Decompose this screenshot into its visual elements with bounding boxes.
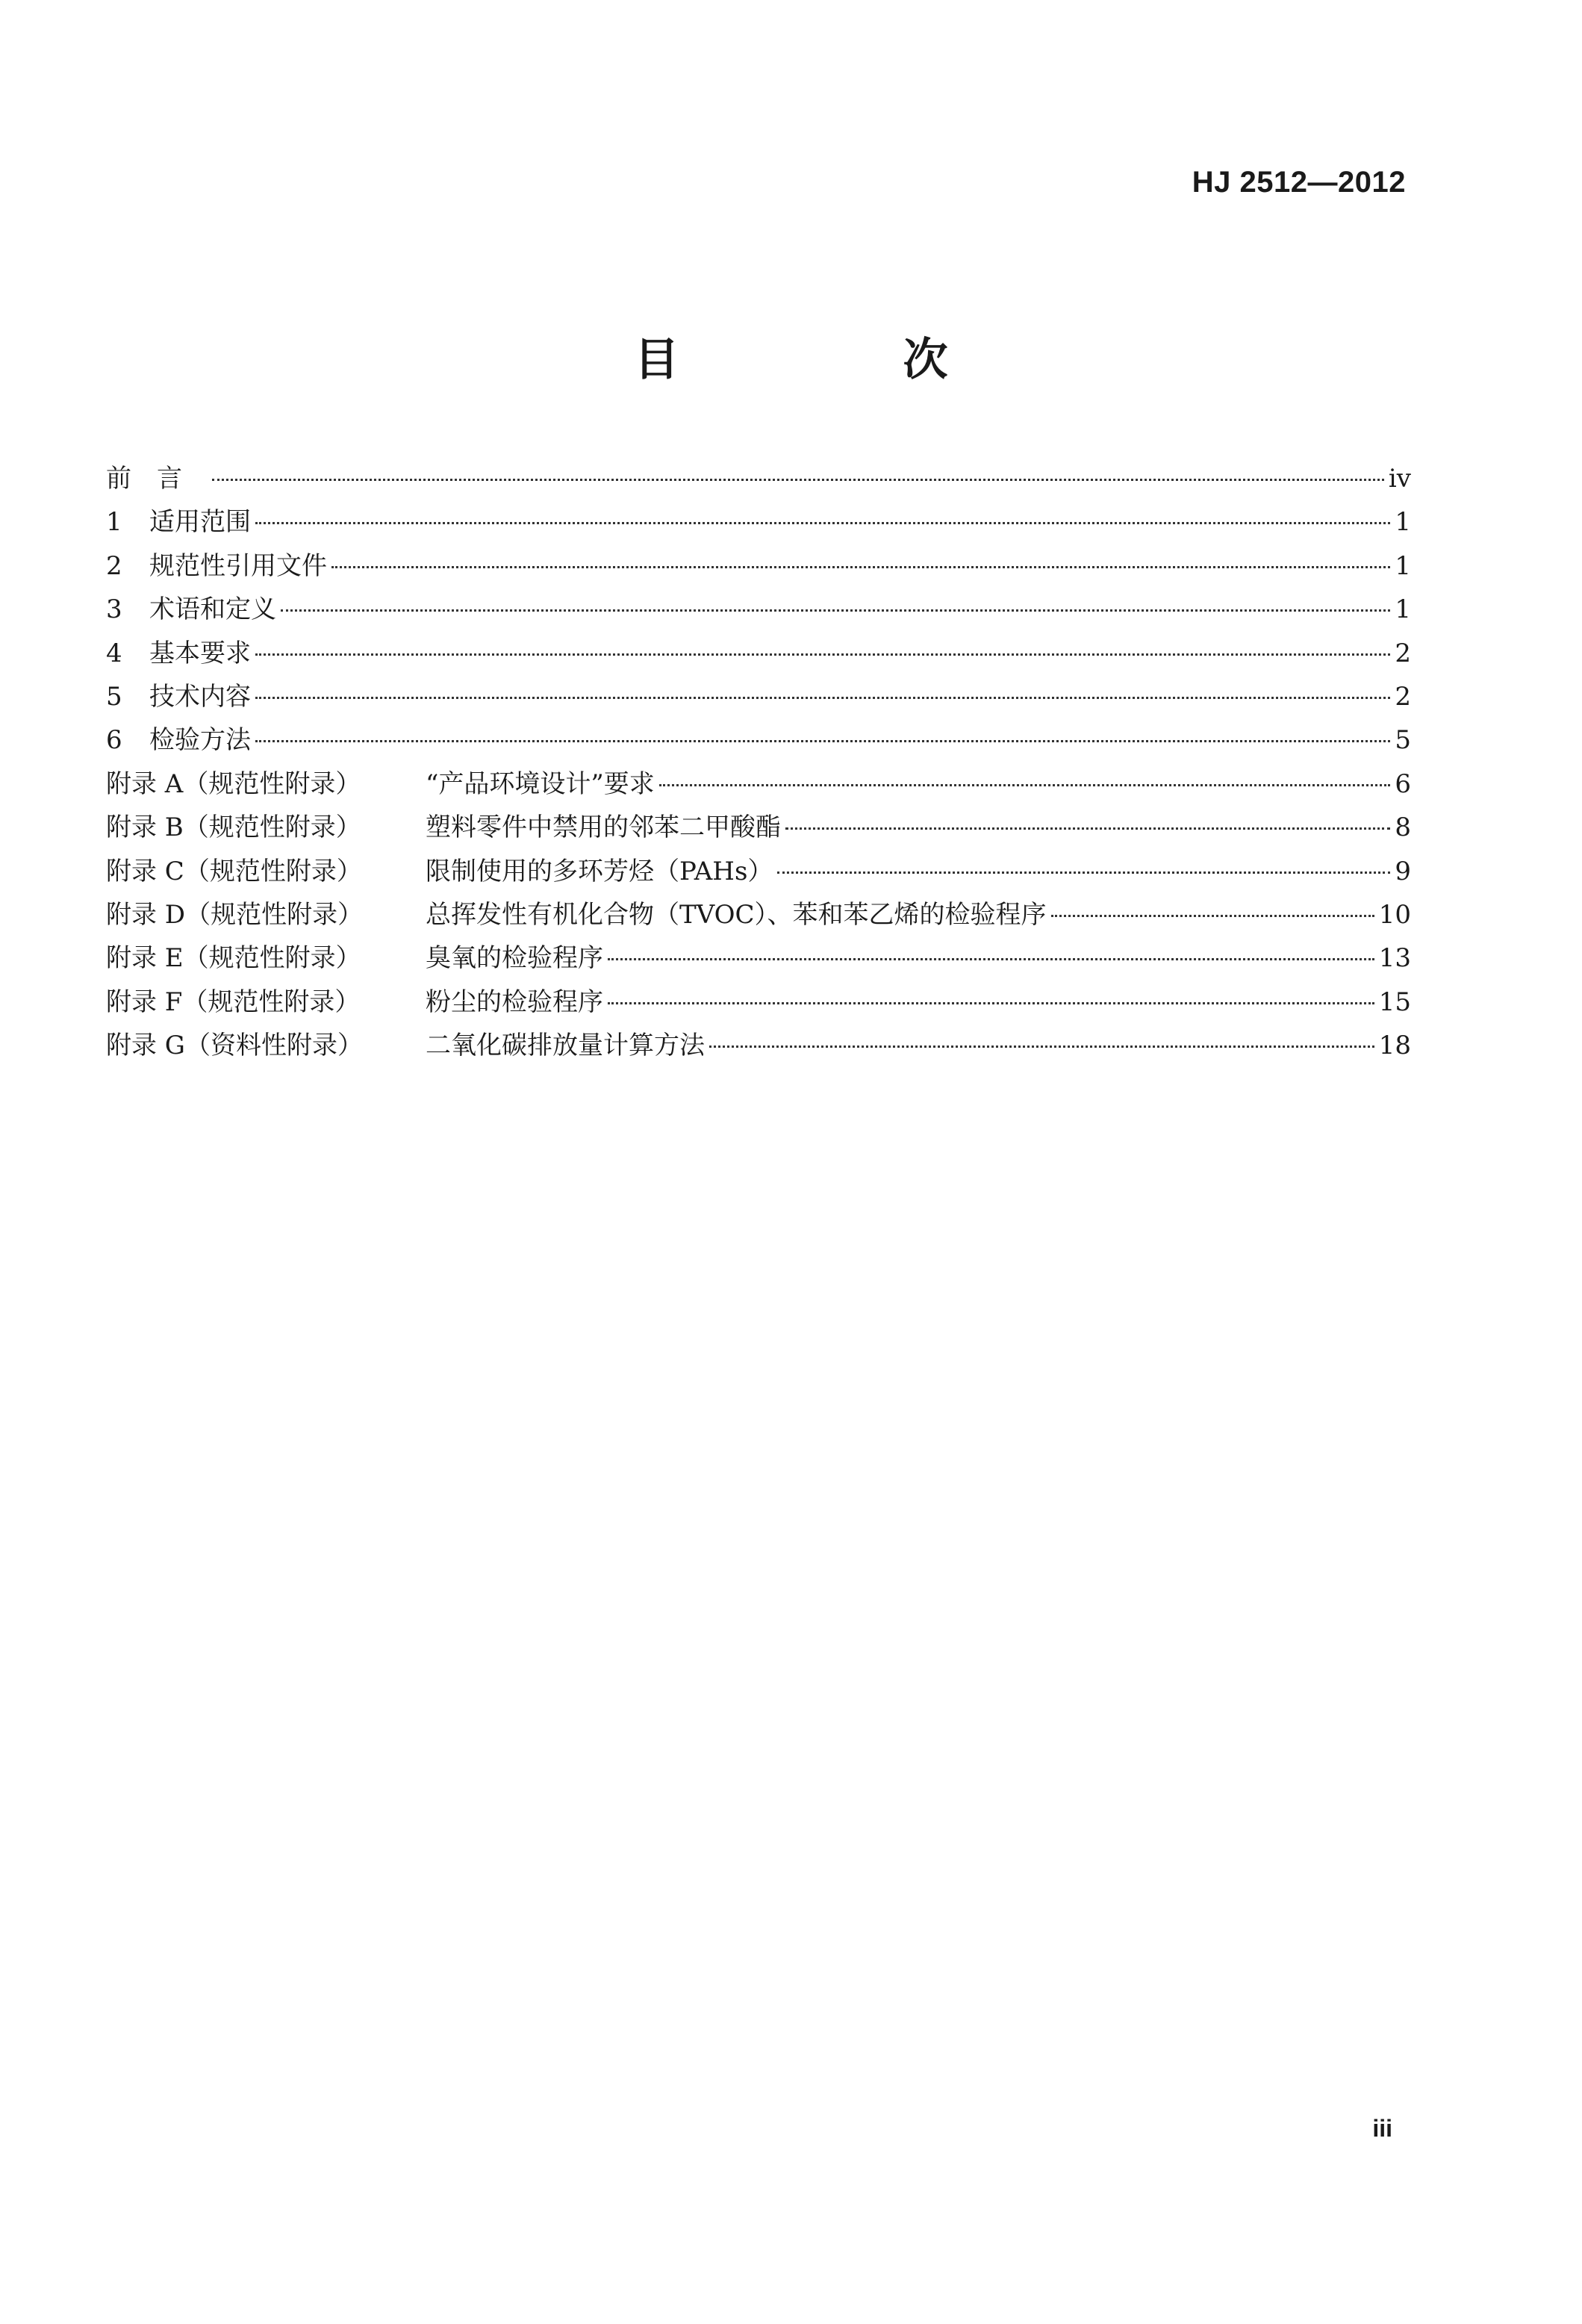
- toc-entry-page: 6: [1395, 768, 1411, 799]
- toc-entry-5[interactable]: [106, 675, 1411, 718]
- toc-entry-page: 1: [1395, 550, 1411, 581]
- toc-list: [106, 457, 1411, 1067]
- toc-entry-label: 规范性引用文件: [149, 550, 327, 581]
- toc-entry-6[interactable]: [106, 718, 1411, 762]
- toc-entry-annex-b[interactable]: [106, 806, 1411, 849]
- toc-entry-1[interactable]: [106, 500, 1411, 544]
- toc-entry-label: 总挥发性有机化合物（TVOC）、苯和苯乙烯的检验程序: [426, 899, 1047, 930]
- toc-entry-annex: 附录 F（规范性附录）: [106, 987, 361, 1017]
- toc-entry-annex: 附录 G（资料性附录）: [106, 1031, 363, 1061]
- toc-entry-2[interactable]: [106, 544, 1411, 588]
- toc-entry-annex-e[interactable]: [106, 936, 1411, 980]
- toc-entry-page: 8: [1395, 813, 1411, 843]
- toc-entry-page: 13: [1378, 943, 1411, 974]
- toc-entry-annex-a[interactable]: [106, 762, 1411, 806]
- toc-entry-label: 适用范围: [149, 507, 251, 538]
- dot-leader: [255, 653, 1390, 656]
- toc-entry-label: 术语和定义: [149, 594, 276, 625]
- toc-entry-page: 2: [1395, 638, 1411, 668]
- toc-entry-label: 基本要求: [149, 638, 251, 668]
- toc-entry-label: 塑料零件中禁用的邻苯二甲酸酯: [426, 813, 781, 843]
- toc-entry-annex-g[interactable]: [106, 1024, 1411, 1067]
- dot-leader: [785, 827, 1390, 830]
- toc-entry-annex: 附录 C（规范性附录）: [106, 856, 362, 886]
- toc-entry-number: 1: [106, 507, 122, 538]
- toc-entry-page: iv: [1388, 464, 1411, 494]
- toc-entry-page: 10: [1378, 899, 1411, 930]
- dot-leader: [212, 479, 1384, 481]
- page-title: 目 次: [634, 334, 1038, 386]
- dot-leader: [1051, 915, 1374, 917]
- dot-leader: [331, 566, 1390, 568]
- dot-leader: [255, 522, 1390, 524]
- dot-leader: [608, 1002, 1374, 1004]
- standard-code: HJ 2512—2012: [1192, 166, 1406, 199]
- toc-entry-annex: 附录 D（规范性附录）: [106, 899, 364, 930]
- toc-entry-annex: 附录 A（规范性附录）: [106, 768, 361, 799]
- dot-leader: [255, 740, 1390, 742]
- toc-entry-label: 技术内容: [149, 681, 251, 712]
- toc-entry-number: 3: [106, 594, 122, 625]
- toc-entry-3[interactable]: [106, 588, 1411, 631]
- toc-entry-number: 5: [106, 681, 122, 712]
- toc-entry-label: 限制使用的多环芳烃（PAHs）: [426, 856, 773, 886]
- toc-entry-page: 2: [1395, 681, 1411, 712]
- toc-entry-annex: 附录 E（规范性附录）: [106, 943, 361, 974]
- dot-leader: [709, 1046, 1374, 1048]
- toc-entry-page: 1: [1395, 507, 1411, 538]
- toc-entry-label: “产品环境设计”要求: [426, 768, 655, 799]
- toc-entry-label: 粉尘的检验程序: [426, 987, 603, 1017]
- toc-entry-annex: 附录 B（规范性附录）: [106, 813, 361, 843]
- page-number: iii: [1372, 2115, 1392, 2142]
- toc-entry-annex-d[interactable]: [106, 893, 1411, 936]
- dot-leader: [281, 609, 1390, 612]
- dot-leader: [255, 697, 1390, 699]
- dot-leader: [608, 958, 1374, 960]
- toc-entry-label: 臭氧的检验程序: [426, 943, 603, 974]
- toc-entry-4[interactable]: [106, 632, 1411, 675]
- dot-leader: [659, 784, 1391, 786]
- toc-entry-number: 4: [106, 638, 122, 668]
- toc-entry-page: 18: [1378, 1031, 1411, 1061]
- toc-entry-page: 9: [1395, 856, 1411, 886]
- toc-entry-label: 前言: [106, 464, 208, 494]
- dot-leader: [777, 872, 1390, 874]
- toc-entry-number: 6: [106, 725, 122, 756]
- toc-entry-preface[interactable]: [106, 457, 1411, 500]
- toc-entry-page: 15: [1378, 987, 1411, 1017]
- toc-entry-page: 1: [1395, 594, 1411, 625]
- toc-entry-label: 检验方法: [149, 725, 251, 756]
- toc-entry-annex-f[interactable]: [106, 981, 1411, 1024]
- toc-entry-annex-c[interactable]: [106, 850, 1411, 893]
- toc-entry-label: 二氧化碳排放量计算方法: [426, 1031, 705, 1061]
- toc-entry-page: 5: [1395, 725, 1411, 756]
- toc-entry-number: 2: [106, 550, 122, 581]
